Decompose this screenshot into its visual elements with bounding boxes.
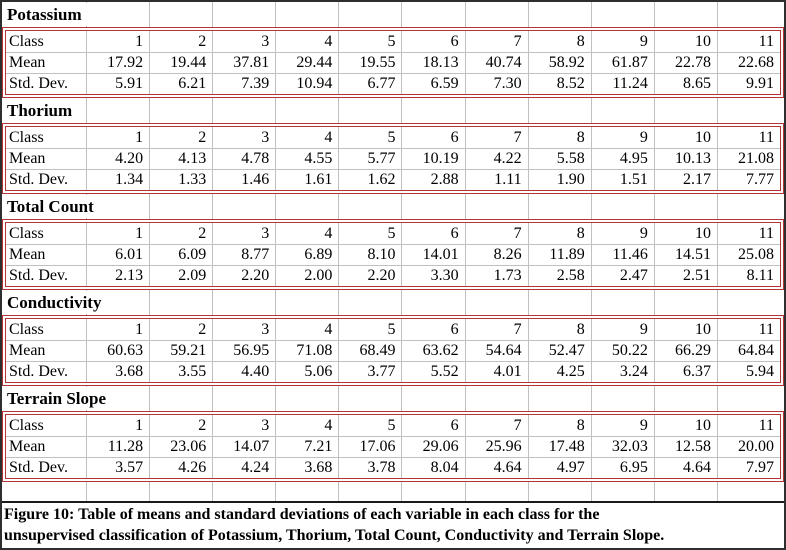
grid-cell: [338, 290, 401, 315]
class-cell: 4: [275, 31, 338, 52]
grid-cell: [149, 2, 212, 27]
std-cell: 9.91: [717, 74, 780, 94]
mean-cell: 19.44: [149, 53, 212, 73]
mean-cell: 6.09: [149, 245, 212, 265]
std-row: [6, 361, 780, 382]
row-label-mean: Mean: [9, 246, 46, 263]
variable-section: [2, 290, 784, 386]
class-row: [6, 127, 780, 148]
grid-cell: [465, 290, 528, 315]
mean-cell: 25.08: [717, 245, 780, 265]
grid-cell: [212, 2, 275, 27]
class-cell: 1: [86, 127, 149, 148]
class-cell: 11: [717, 127, 780, 148]
row-label-class: Class: [9, 32, 44, 50]
mean-cell: 22.78: [654, 53, 717, 73]
grid-cell: [401, 290, 464, 315]
class-cell: 5: [338, 31, 401, 52]
grid-cell: [212, 482, 275, 501]
mean-cell: 23.06: [149, 437, 212, 457]
mean-cell: 21.08: [717, 149, 780, 169]
std-cell: 3.24: [591, 362, 654, 382]
mean-cell: 32.03: [591, 437, 654, 457]
mean-cell: 71.08: [275, 341, 338, 361]
std-cell: 5.94: [717, 362, 780, 382]
mean-cell: 12.58: [654, 437, 717, 457]
mean-cell: 54.64: [465, 341, 528, 361]
class-cell: 8: [528, 127, 591, 148]
mean-cell: 4.78: [212, 149, 275, 169]
mean-cell: 6.89: [275, 245, 338, 265]
std-cell: 4.24: [212, 458, 275, 478]
mean-cell: 25.96: [465, 437, 528, 457]
mean-cell: 58.92: [528, 53, 591, 73]
grid-cell: [654, 194, 717, 219]
mean-cell: 59.21: [149, 341, 212, 361]
std-cell: 8.65: [654, 74, 717, 94]
grid-cell: [654, 386, 717, 411]
grid-cell: [6, 482, 86, 501]
class-row: [6, 319, 780, 340]
grid-cell: [528, 194, 591, 219]
std-cell: 7.97: [717, 458, 780, 478]
class-cell: 5: [338, 319, 401, 340]
class-cell: 6: [401, 415, 464, 436]
grid-cell: [86, 2, 149, 27]
mean-cell: 5.77: [338, 149, 401, 169]
grid-cell: [465, 98, 528, 123]
grid-cell: [401, 482, 464, 501]
mean-cell: 4.95: [591, 149, 654, 169]
std-cell: 4.64: [465, 458, 528, 478]
grid-cell: [717, 194, 780, 219]
std-cell: 6.95: [591, 458, 654, 478]
grid-cell: [654, 290, 717, 315]
mean-cell: 17.92: [86, 53, 149, 73]
class-cell: 11: [717, 223, 780, 244]
std-cell: 2.20: [212, 266, 275, 286]
grid-cell: [86, 98, 149, 123]
std-row: [6, 265, 780, 286]
class-cell: 7: [465, 319, 528, 340]
section-title: Total Count: [4, 195, 101, 218]
mean-cell: 5.58: [528, 149, 591, 169]
section-title: Potassium: [4, 3, 89, 26]
class-cell: 1: [86, 31, 149, 52]
class-cell: 3: [212, 223, 275, 244]
mean-cell: 37.81: [212, 53, 275, 73]
std-cell: 1.34: [86, 170, 149, 190]
class-cell: 7: [465, 415, 528, 436]
class-cell: 8: [528, 415, 591, 436]
grid-cell: [338, 194, 401, 219]
class-cell: 5: [338, 415, 401, 436]
std-cell: 2.58: [528, 266, 591, 286]
class-cell: 11: [717, 319, 780, 340]
grid-cell: [275, 290, 338, 315]
class-cell: 8: [528, 31, 591, 52]
mean-cell: 40.74: [465, 53, 528, 73]
mean-cell: 60.63: [86, 341, 149, 361]
grid-cell: [401, 2, 464, 27]
grid-cell: [717, 386, 780, 411]
class-cell: 2: [149, 127, 212, 148]
class-cell: 7: [465, 223, 528, 244]
mean-cell: 22.68: [717, 53, 780, 73]
section-data-box: [2, 411, 784, 482]
grid-cell: [465, 482, 528, 501]
grid-cell: [654, 2, 717, 27]
class-cell: 2: [149, 415, 212, 436]
row-label-std: Std. Dev.: [9, 75, 68, 92]
mean-cell: 6.01: [86, 245, 149, 265]
mean-cell: 20.00: [717, 437, 780, 457]
std-row: [6, 73, 780, 94]
mean-cell: 64.84: [717, 341, 780, 361]
row-label-class: Class: [9, 320, 44, 338]
class-cell: 2: [149, 319, 212, 340]
grid-cell: [591, 290, 654, 315]
std-cell: 6.21: [149, 74, 212, 94]
grid-cell: [717, 98, 780, 123]
class-cell: 6: [401, 31, 464, 52]
mean-row: [6, 436, 780, 457]
std-cell: 2.09: [149, 266, 212, 286]
std-cell: 3.68: [275, 458, 338, 478]
std-cell: 1.61: [275, 170, 338, 190]
mean-cell: 11.28: [86, 437, 149, 457]
row-label-mean: Mean: [9, 150, 46, 167]
class-cell: 10: [654, 223, 717, 244]
grid-cell: [212, 194, 275, 219]
empty-grid-row: [2, 482, 784, 501]
class-cell: 2: [149, 31, 212, 52]
std-cell: 2.17: [654, 170, 717, 190]
row-label-std: Std. Dev.: [9, 171, 68, 188]
std-cell: 1.11: [465, 170, 528, 190]
std-cell: 8.11: [717, 266, 780, 286]
grid-cell: [717, 290, 780, 315]
section-title: Terrain Slope: [4, 387, 113, 410]
mean-cell: 8.26: [465, 245, 528, 265]
grid-cell: [401, 98, 464, 123]
std-cell: 2.47: [591, 266, 654, 286]
section-data-box: [2, 219, 784, 290]
row-label-mean: Mean: [9, 342, 46, 359]
section-title: Conductivity: [4, 291, 108, 314]
class-cell: 10: [654, 415, 717, 436]
grid-cell: [717, 482, 780, 501]
std-cell: 1.46: [212, 170, 275, 190]
std-cell: 5.91: [86, 74, 149, 94]
section-data-box: [2, 315, 784, 386]
grid-cell: [149, 386, 212, 411]
class-cell: 4: [275, 415, 338, 436]
std-cell: 1.51: [591, 170, 654, 190]
std-cell: 7.77: [717, 170, 780, 190]
section-title-row: [2, 386, 784, 411]
figure-caption: [2, 501, 784, 548]
class-cell: 10: [654, 127, 717, 148]
sections-container: [2, 2, 784, 482]
section-title-row: [2, 290, 784, 315]
class-cell: 7: [465, 127, 528, 148]
class-row: [6, 31, 780, 52]
std-cell: 3.55: [149, 362, 212, 382]
grid-cell: [654, 98, 717, 123]
class-cell: 9: [591, 415, 654, 436]
row-label-mean: Mean: [9, 54, 46, 71]
mean-cell: 17.48: [528, 437, 591, 457]
std-cell: 2.13: [86, 266, 149, 286]
class-cell: 3: [212, 127, 275, 148]
std-cell: 5.52: [401, 362, 464, 382]
grid-cell: [465, 2, 528, 27]
mean-cell: 14.07: [212, 437, 275, 457]
std-cell: 8.04: [401, 458, 464, 478]
grid-cell: [275, 482, 338, 501]
class-cell: 9: [591, 223, 654, 244]
row-label-class: Class: [9, 224, 44, 242]
mean-cell: 14.51: [654, 245, 717, 265]
grid-cell: [212, 98, 275, 123]
class-cell: 11: [717, 415, 780, 436]
class-cell: 8: [528, 319, 591, 340]
row-label-std: Std. Dev.: [9, 267, 68, 284]
grid-cell: [591, 482, 654, 501]
row-label-std: Std. Dev.: [9, 363, 68, 380]
std-row: [6, 169, 780, 190]
grid-cell: [149, 482, 212, 501]
class-cell: 3: [212, 31, 275, 52]
grid-cell: [654, 482, 717, 501]
mean-cell: 29.44: [275, 53, 338, 73]
row-label-class: Class: [9, 128, 44, 146]
mean-cell: 4.22: [465, 149, 528, 169]
grid-cell: [591, 386, 654, 411]
mean-cell: 4.55: [275, 149, 338, 169]
class-cell: 1: [86, 319, 149, 340]
grid-cell: [212, 386, 275, 411]
std-cell: 6.37: [654, 362, 717, 382]
caption-line-1: Figure 10: Table of means and standard deviations of each variable in each class for the: [4, 506, 600, 523]
class-cell: 4: [275, 223, 338, 244]
mean-cell: 8.10: [338, 245, 401, 265]
grid-cell: [591, 98, 654, 123]
grid-cell: [275, 194, 338, 219]
grid-cell: [717, 2, 780, 27]
mean-cell: 10.19: [401, 149, 464, 169]
std-cell: 11.24: [591, 74, 654, 94]
mean-cell: 17.06: [338, 437, 401, 457]
grid-cell: [465, 386, 528, 411]
grid-cell: [338, 482, 401, 501]
class-cell: 10: [654, 319, 717, 340]
mean-cell: 52.47: [528, 341, 591, 361]
grid-cell: [149, 194, 212, 219]
std-cell: 4.40: [212, 362, 275, 382]
class-cell: 3: [212, 415, 275, 436]
mean-cell: 56.95: [212, 341, 275, 361]
class-cell: 5: [338, 223, 401, 244]
std-cell: 4.97: [528, 458, 591, 478]
row-label-class: Class: [9, 416, 44, 434]
variable-section: [2, 98, 784, 194]
grid-cell: [338, 2, 401, 27]
grid-cell: [591, 2, 654, 27]
std-cell: 5.06: [275, 362, 338, 382]
grid-cell: [465, 194, 528, 219]
mean-cell: 63.62: [401, 341, 464, 361]
std-cell: 2.51: [654, 266, 717, 286]
std-cell: 10.94: [275, 74, 338, 94]
section-data-box: [2, 123, 784, 194]
mean-cell: 11.46: [591, 245, 654, 265]
section-title-row: [2, 2, 784, 27]
std-cell: 4.26: [149, 458, 212, 478]
class-cell: 6: [401, 319, 464, 340]
class-row: [6, 223, 780, 244]
std-cell: 6.77: [338, 74, 401, 94]
class-cell: 6: [401, 223, 464, 244]
std-cell: 4.01: [465, 362, 528, 382]
section-title: Thorium: [4, 99, 79, 122]
mean-cell: 19.55: [338, 53, 401, 73]
section-title-row: [2, 98, 784, 123]
std-row: [6, 457, 780, 478]
class-cell: 9: [591, 31, 654, 52]
mean-cell: 50.22: [591, 341, 654, 361]
mean-cell: 8.77: [212, 245, 275, 265]
grid-cell: [338, 98, 401, 123]
std-cell: 2.20: [338, 266, 401, 286]
grid-cell: [528, 98, 591, 123]
std-cell: 2.88: [401, 170, 464, 190]
grid-cell: [275, 386, 338, 411]
grid-cell: [86, 482, 149, 501]
class-cell: 2: [149, 223, 212, 244]
mean-cell: 68.49: [338, 341, 401, 361]
grid-cell: [401, 386, 464, 411]
std-cell: 7.39: [212, 74, 275, 94]
class-cell: 3: [212, 319, 275, 340]
mean-row: [6, 148, 780, 169]
mean-cell: 66.29: [654, 341, 717, 361]
class-cell: 9: [591, 319, 654, 340]
std-cell: 3.57: [86, 458, 149, 478]
std-cell: 1.73: [465, 266, 528, 286]
std-cell: 2.00: [275, 266, 338, 286]
mean-cell: 4.20: [86, 149, 149, 169]
mean-cell: 7.21: [275, 437, 338, 457]
grid-cell: [338, 386, 401, 411]
row-label-mean: Mean: [9, 438, 46, 455]
std-cell: 7.30: [465, 74, 528, 94]
std-cell: 4.25: [528, 362, 591, 382]
grid-cell: [528, 482, 591, 501]
class-cell: 7: [465, 31, 528, 52]
variable-section: [2, 2, 784, 98]
grid-cell: [528, 290, 591, 315]
std-cell: 4.64: [654, 458, 717, 478]
caption-line-2: unsupervised classification of Potassium, Thorium, Total Count, Conductivity and Terrain Slope.: [4, 527, 665, 544]
variable-section: [2, 386, 784, 482]
grid-cell: [149, 98, 212, 123]
std-cell: 1.62: [338, 170, 401, 190]
grid-cell: [212, 290, 275, 315]
class-cell: 1: [86, 223, 149, 244]
grid-cell: [528, 2, 591, 27]
grid-cell: [401, 194, 464, 219]
mean-cell: 4.13: [149, 149, 212, 169]
class-cell: 9: [591, 127, 654, 148]
section-data-box: [2, 27, 784, 98]
mean-cell: 10.13: [654, 149, 717, 169]
variable-section: [2, 194, 784, 290]
class-cell: 1: [86, 415, 149, 436]
mean-cell: 61.87: [591, 53, 654, 73]
grid-cell: [275, 98, 338, 123]
std-cell: 3.78: [338, 458, 401, 478]
mean-row: [6, 244, 780, 265]
mean-cell: 29.06: [401, 437, 464, 457]
class-cell: 5: [338, 127, 401, 148]
grid-cell: [275, 2, 338, 27]
std-cell: 1.33: [149, 170, 212, 190]
class-cell: 11: [717, 31, 780, 52]
std-cell: 1.90: [528, 170, 591, 190]
std-cell: 3.77: [338, 362, 401, 382]
class-row: [6, 415, 780, 436]
std-cell: 8.52: [528, 74, 591, 94]
std-cell: 3.30: [401, 266, 464, 286]
mean-cell: 11.89: [528, 245, 591, 265]
std-cell: 6.59: [401, 74, 464, 94]
class-cell: 4: [275, 319, 338, 340]
class-cell: 8: [528, 223, 591, 244]
class-cell: 10: [654, 31, 717, 52]
mean-cell: 14.01: [401, 245, 464, 265]
section-title-row: [2, 194, 784, 219]
mean-cell: 18.13: [401, 53, 464, 73]
mean-row: [6, 340, 780, 361]
mean-row: [6, 52, 780, 73]
class-cell: 4: [275, 127, 338, 148]
row-label-std: Std. Dev.: [9, 459, 68, 476]
std-cell: 3.68: [86, 362, 149, 382]
grid-cell: [528, 386, 591, 411]
class-cell: 6: [401, 127, 464, 148]
grid-cell: [591, 194, 654, 219]
grid-cell: [149, 290, 212, 315]
